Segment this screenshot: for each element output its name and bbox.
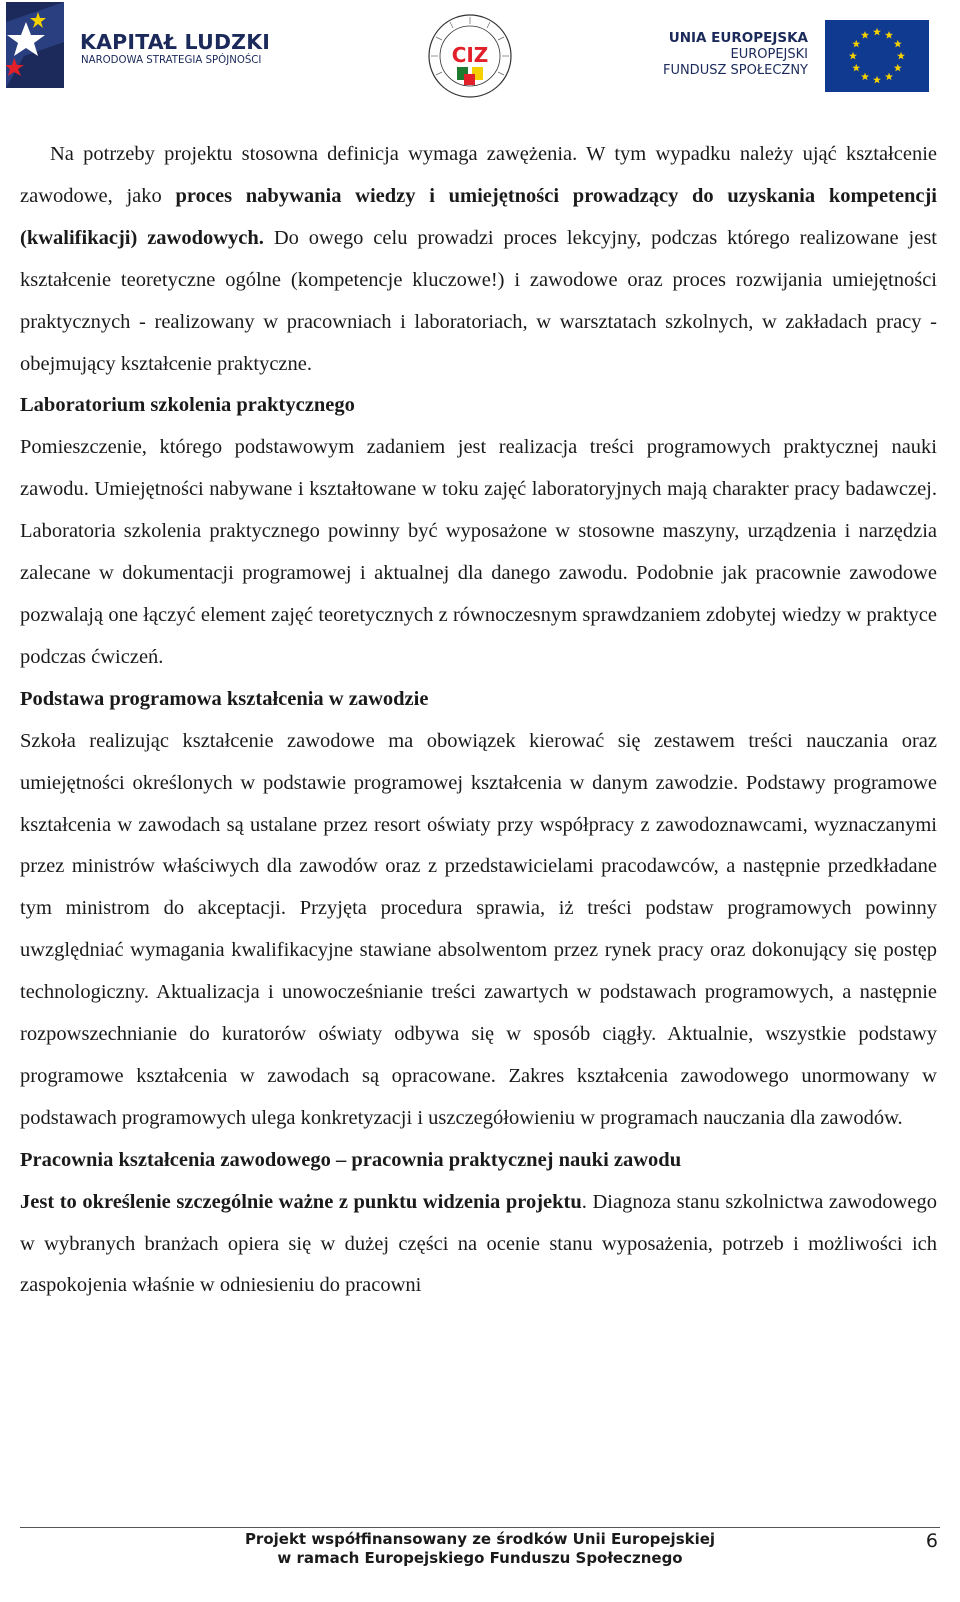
footer-line-1: Projekt współfinansowany ze środków Unii Europejskiej (244, 1530, 716, 1548)
paragraph-laboratorium: Pomieszczenie, którego podstawowym zadaniem jest realizacja treści programowych praktycznej nauki zawodu. Umiejętności nabywane i kształtowane w toku zajęć laboratoryjnych mają charakter pracy badawczej. Laboratoria szkolenia praktycznego powinny być wyposażone w stosowne maszyny, urządzenia i narzędzia zalecane w dokumentacji programowej i aktualnej dla danego zawodu. Podobnie jak pracownie zawodowe pozwalają one łączyć element zajęć teoretycznych z równoczesnym sprawdzaniem zdobytej wiedzy w praktyce podczas ćwiczeń. (20, 436, 937, 668)
eu-logo-text (663, 30, 808, 79)
paragraph-definition-rest: Do owego celu prowadzi proces lekcyjny, podczas którego realizowane jest kształcenie teoretyczne ogólne (kompetencje kluczowe!) i zawodowe oraz proces rozwijania umiejętności praktycznych - realizowany w pracowniach i laboratoriach, w warsztatach szkolnych, w zakładach pracy - obejmujący kształcenie praktyczne. (20, 226, 937, 375)
ciz-seal-icon (425, 12, 515, 100)
paragraph-definition (20, 134, 937, 385)
heading-podstawa-programowa: Podstawa programowa kształcenia w zawodzie (20, 687, 429, 710)
heading-pracownia: Pracownia kształcenia zawodowego – pracownia praktycznej nauki zawodu (20, 1148, 682, 1171)
document-body (20, 134, 937, 1307)
kapital-ludzki-title: KAPITAŁ LUDZKI (80, 30, 271, 54)
kapital-ludzki-logo-icon (6, 2, 64, 88)
paragraph-pracownia (20, 1182, 937, 1308)
page-header (0, 0, 960, 100)
eu-line-3: FUNDUSZ SPOŁECZNY (662, 63, 808, 78)
eu-line-1: UNIA EUROPEJSKA (668, 30, 808, 46)
kapital-ludzki-subtitle: NARODOWA STRATEGIA SPÓJNOŚCI (81, 55, 262, 66)
paragraph-pracownia-bold: Jest to określenie szczególnie ważne z punktu widzenia projektu (20, 1190, 582, 1213)
eu-line-2: EUROPEJSKI (730, 47, 808, 62)
paragraph-definition-bold: proces nabywania wiedzy i umiejętności prowadzący do uzyskania kompetencji (kwalifikacji) zawodowych. (20, 184, 937, 249)
paragraph-podstawa-programowa: Szkoła realizując kształcenie zawodowe ma obowiązek kierować się zestawem treści nauczania oraz umiejętności określonych w podstawie programowej kształcenia w danym zawodzie. Podstawy programowe kształcenia w zawodach są ustalane przez resort oświaty przy współpracy z zawodoznawcami, wyznaczanymi przez ministrów właściwych dla zawodów oraz z przedstawicielami pracodawców, a następnie przedkładane tym ministrom do akceptacji. Przyjęta procedura sprawia, iż treści podstaw programowych powinny uwzględniać wymagania kwalifikacyjne stawiane absolwentom przez rynek pracy oraz dokonujący się postęp technologiczny. Aktualizacja i unowocześnianie treści zawartych w podstawach programowych, a następnie rozpowszechnianie do kuratorów oświaty odbywa się w sposób ciągły. Aktualnie, wszystkie podstawy programowe kształcenia w zawodach są opracowane. Zakres kształcenia zawodowego unormowany w podstawach programowych ulega konkretyzacji i uszczegółowieniu w programach nauczania dla zawodów. (20, 729, 937, 1129)
ciz-seal-text: CIZ (451, 43, 489, 67)
page-number: 6 (925, 1530, 938, 1552)
footer-text (130, 1530, 830, 1568)
footer-line-2: w ramach Europejskiego Funduszu Społecznego (277, 1549, 683, 1567)
heading-laboratorium: Laboratorium szkolenia praktycznego (20, 394, 355, 417)
footer-divider (20, 1527, 940, 1528)
paragraph-definition-intro: Na potrzeby projektu stosowna definicja wymaga zawężenia. W tym wypadku należy ująć kształcenie zawodowe, jako (20, 143, 937, 207)
eu-flag-icon (825, 20, 929, 92)
paragraph-pracownia-rest: . Diagnoza stanu szkolnictwa zawodowego w wybranych branżach opiera się w dużej części na ocenie stanu wyposażenia, potrzeb i możliwości ich zaspokojenia właśnie w odniesieniu do pracowni (20, 1190, 938, 1297)
